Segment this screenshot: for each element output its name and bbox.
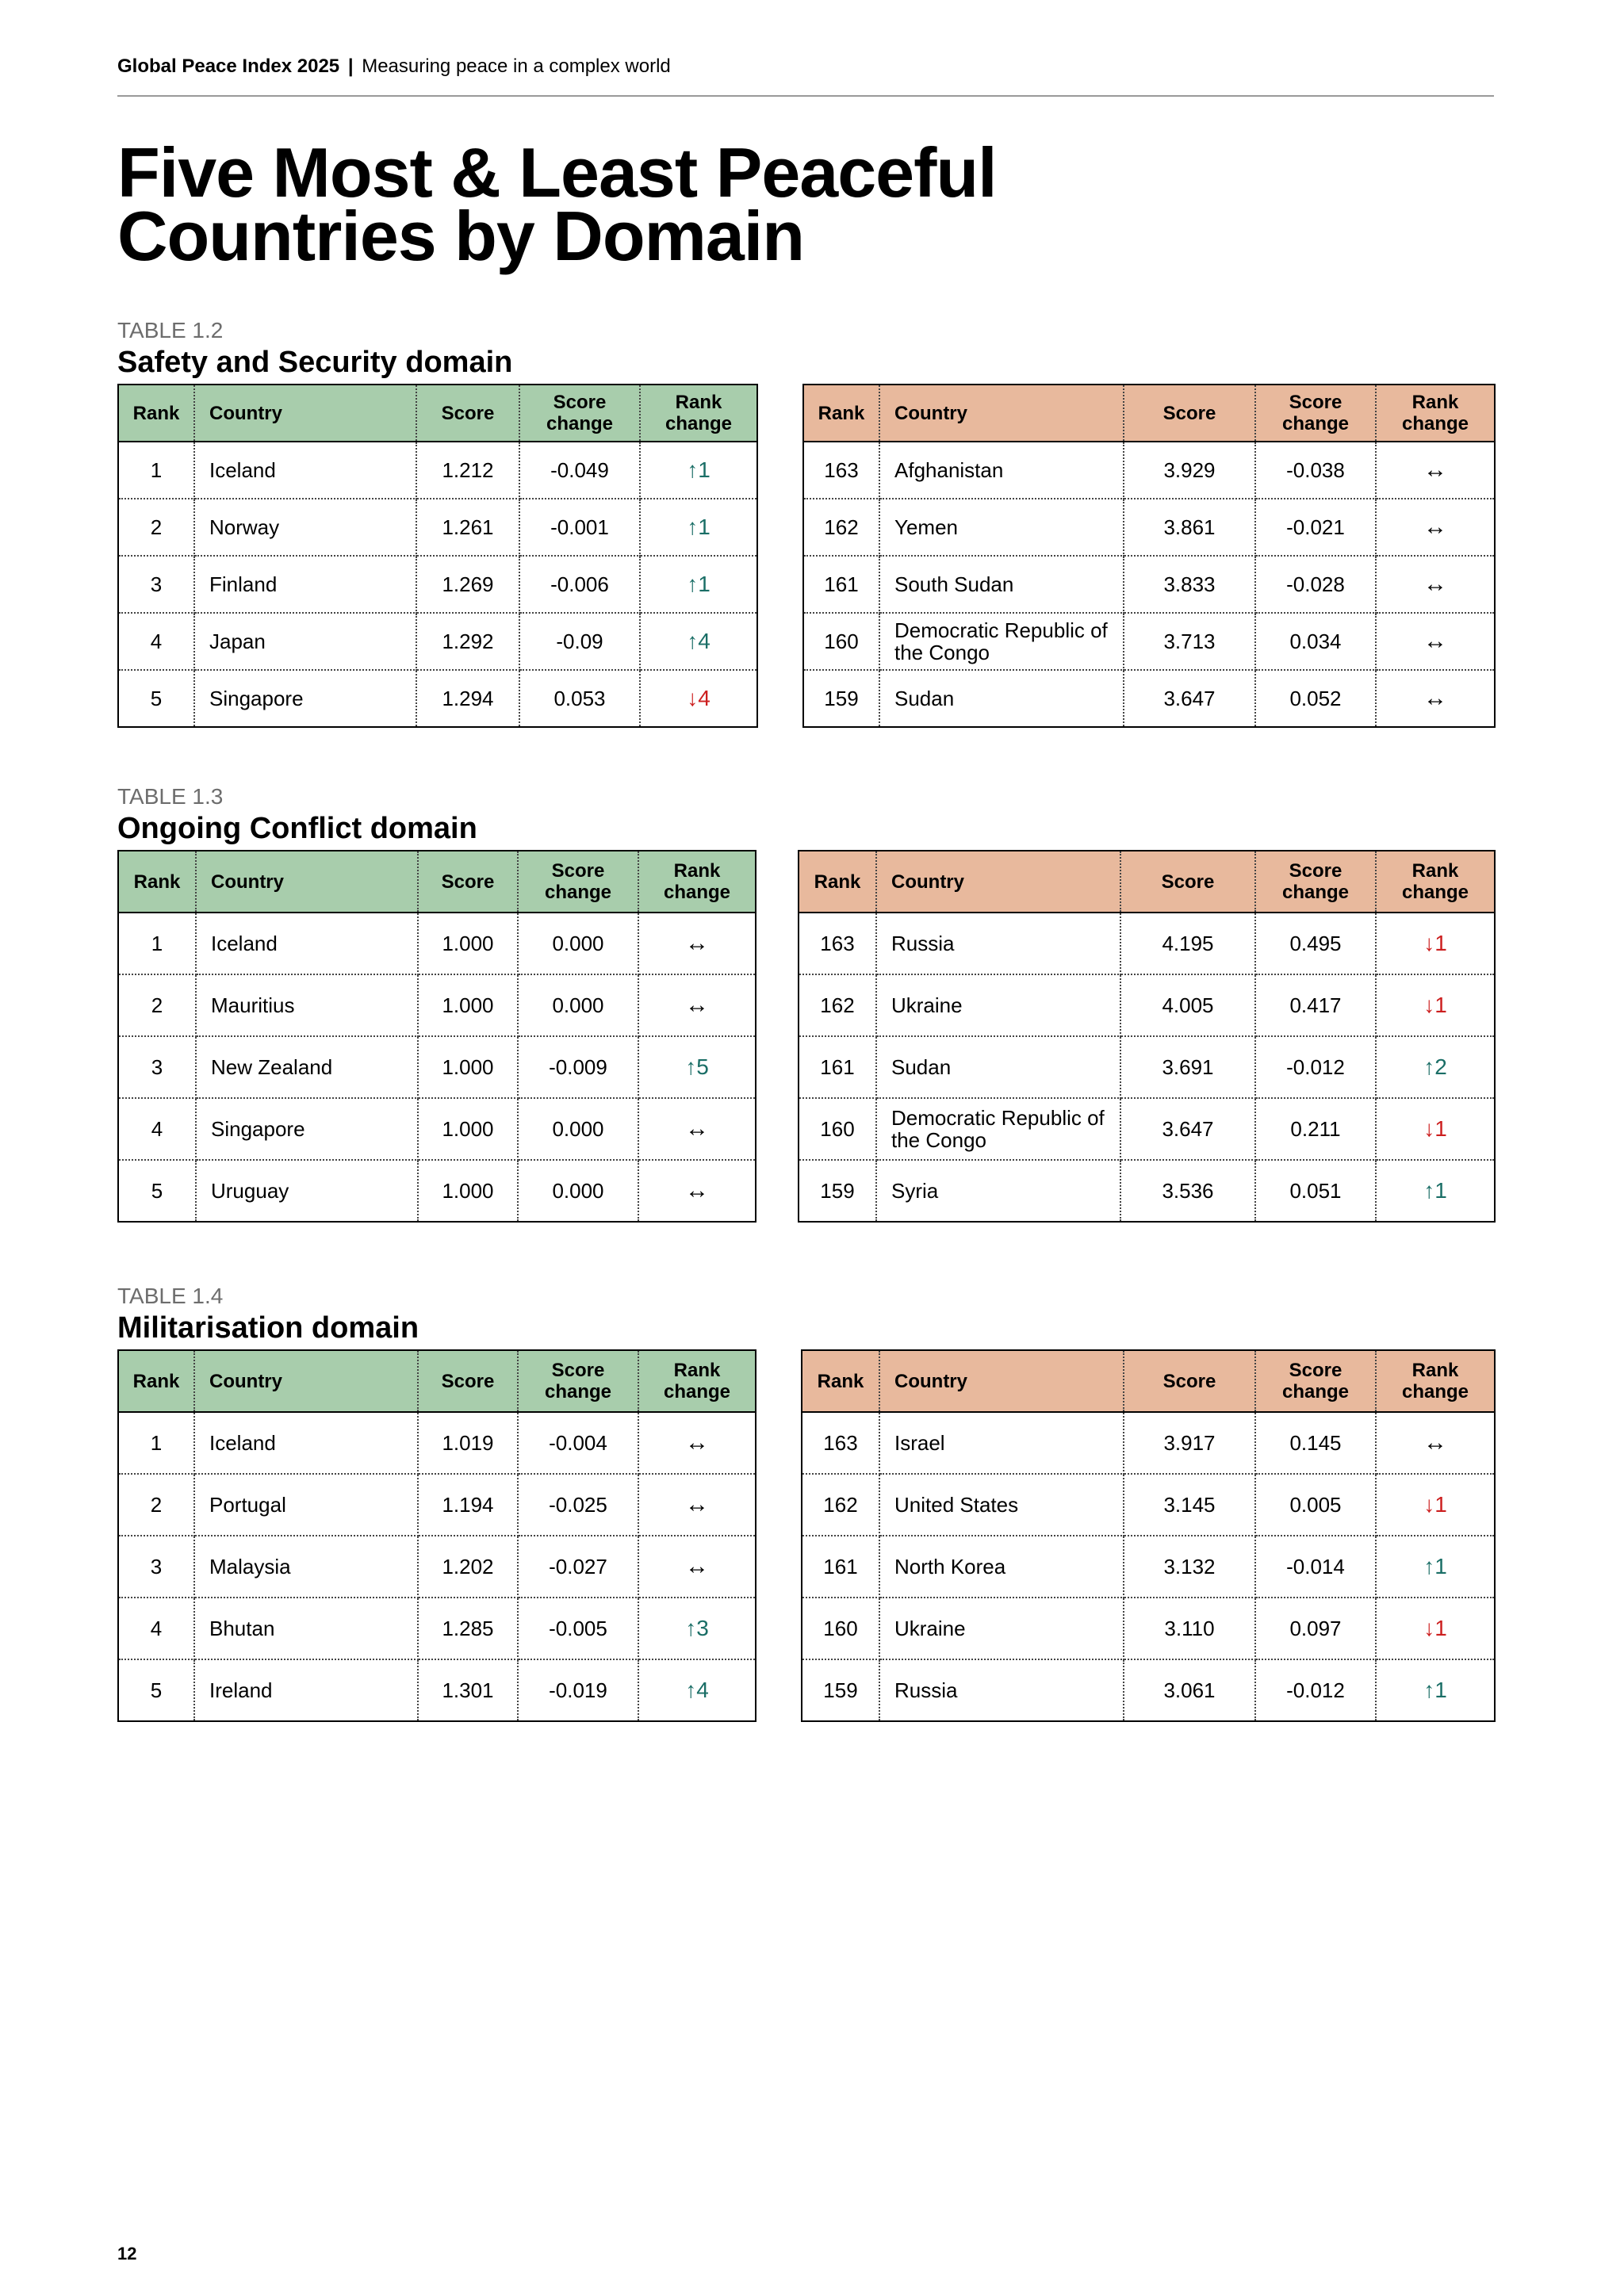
score-cell: 1.000 xyxy=(418,913,518,974)
rank-cell: 3 xyxy=(118,556,194,613)
country-cell: Norway xyxy=(194,499,416,556)
arrow-down-icon: ↓ xyxy=(1423,1616,1435,1640)
score-cell: 3.929 xyxy=(1124,442,1255,499)
score-change-cell: 0.000 xyxy=(518,913,638,974)
column-header-rank: Rank xyxy=(802,1350,879,1412)
column-header-rank-change: Rank change xyxy=(1376,385,1495,442)
arrow-down-icon: ↓ xyxy=(1423,993,1435,1017)
column-header-country: Country xyxy=(194,385,416,442)
country-cell: Syria xyxy=(876,1160,1120,1222)
column-header-country: Country xyxy=(196,851,418,913)
score-change-cell: 0.005 xyxy=(1255,1474,1376,1536)
arrow-left-right-icon: ↔ xyxy=(685,1177,709,1203)
score-change-cell: -0.021 xyxy=(1255,499,1376,556)
arrow-up-icon: ↑ xyxy=(685,1054,697,1079)
score-cell: 3.145 xyxy=(1124,1474,1255,1536)
country-cell: Iceland xyxy=(196,913,418,974)
header-separator: | xyxy=(347,55,354,77)
score-cell: 3.647 xyxy=(1124,670,1255,727)
table-row xyxy=(803,670,1495,727)
country-cell: New Zealand xyxy=(196,1036,418,1098)
rank-change-value: 1 xyxy=(698,515,710,539)
rank-cell: 159 xyxy=(803,670,879,727)
table-row xyxy=(799,1036,1495,1098)
score-change-cell: 0.000 xyxy=(518,1098,638,1160)
column-header-score-change: Score change xyxy=(1255,1350,1376,1412)
rank-change-cell xyxy=(1376,1412,1495,1474)
country-cell: Iceland xyxy=(194,442,416,499)
table-row xyxy=(802,1474,1495,1536)
table-row xyxy=(802,1536,1495,1598)
domain-section xyxy=(117,1283,1496,1722)
score-cell: 1.212 xyxy=(416,442,519,499)
arrow-up-icon: ↑ xyxy=(687,572,699,596)
rank-change-cell xyxy=(640,670,757,727)
score-change-cell: 0.051 xyxy=(1255,1160,1376,1222)
table-pair xyxy=(117,1349,1496,1722)
page-title xyxy=(117,133,997,275)
column-header-score: Score xyxy=(418,851,518,913)
column-header-rank-change: Rank change xyxy=(1376,1350,1495,1412)
rank-change-value: 5 xyxy=(696,1054,709,1079)
arrow-up-icon: ↑ xyxy=(685,1616,697,1640)
table-row xyxy=(118,1536,756,1598)
column-header-rank: Rank xyxy=(118,385,194,442)
column-header-country: Country xyxy=(876,851,1120,913)
country-cell: Portugal xyxy=(194,1474,418,1536)
arrow-down-icon: ↓ xyxy=(687,686,699,710)
table-row xyxy=(118,1412,756,1474)
rank-change-cell xyxy=(1376,1474,1495,1536)
rank-change-value: 1 xyxy=(1434,1178,1447,1203)
score-cell: 1.000 xyxy=(418,974,518,1036)
rank-change-value: 1 xyxy=(1434,993,1447,1017)
rank-change-value: 3 xyxy=(696,1616,709,1640)
rank-cell: 4 xyxy=(118,1098,196,1160)
table-row xyxy=(799,913,1495,974)
column-header-rank-change: Rank change xyxy=(638,1350,756,1412)
score-change-cell: -0.012 xyxy=(1255,1036,1376,1098)
country-cell: Sudan xyxy=(879,670,1124,727)
score-change-cell: -0.001 xyxy=(519,499,640,556)
country-cell: Malaysia xyxy=(194,1536,418,1598)
arrow-down-icon: ↓ xyxy=(1423,1492,1435,1517)
score-cell: 1.019 xyxy=(418,1412,518,1474)
column-header-rank-change: Rank change xyxy=(640,385,757,442)
table-header-row xyxy=(802,1350,1495,1412)
arrow-up-icon: ↑ xyxy=(1423,1554,1435,1578)
score-cell: 3.861 xyxy=(1124,499,1255,556)
rank-change-value: 4 xyxy=(696,1678,709,1702)
rank-change-cell xyxy=(1376,556,1495,613)
best-five-table xyxy=(117,1349,756,1722)
table-title: Ongoing Conflict domain xyxy=(117,812,477,845)
arrow-up-icon: ↑ xyxy=(687,515,699,539)
best-five-table xyxy=(117,850,756,1223)
table-row xyxy=(118,670,757,727)
table-row xyxy=(118,556,757,613)
score-cell: 1.000 xyxy=(418,1036,518,1098)
table-row xyxy=(118,1036,756,1098)
arrow-up-icon: ↑ xyxy=(1423,1054,1435,1079)
rank-change-cell xyxy=(1376,1098,1495,1160)
rank-cell: 5 xyxy=(118,670,194,727)
table-label: TABLE 1.4 xyxy=(117,1284,224,1308)
rank-change-cell xyxy=(1376,499,1495,556)
page-number: 12 xyxy=(117,2244,137,2263)
rank-cell: 159 xyxy=(799,1160,876,1222)
rank-change-value: 1 xyxy=(1434,1116,1447,1141)
table-header-row xyxy=(803,385,1495,442)
country-cell: Sudan xyxy=(876,1036,1120,1098)
rank-cell: 4 xyxy=(118,613,194,670)
table-row xyxy=(118,499,757,556)
score-change-cell: -0.014 xyxy=(1255,1536,1376,1598)
score-change-cell: 0.000 xyxy=(518,974,638,1036)
rank-change-cell xyxy=(1376,670,1495,727)
rank-cell: 163 xyxy=(799,913,876,974)
country-cell: Iceland xyxy=(194,1412,418,1474)
score-cell: 1.269 xyxy=(416,556,519,613)
arrow-left-right-icon: ↔ xyxy=(685,992,709,1018)
rank-change-cell xyxy=(638,1160,756,1222)
rank-cell: 1 xyxy=(118,913,196,974)
document-title: Global Peace Index 2025 xyxy=(117,55,340,77)
table-title: Safety and Security domain xyxy=(117,346,513,379)
score-change-cell: -0.025 xyxy=(518,1474,638,1536)
rank-cell: 2 xyxy=(118,499,194,556)
country-cell: Israel xyxy=(879,1412,1124,1474)
score-cell: 1.000 xyxy=(418,1160,518,1222)
score-change-cell: -0.019 xyxy=(518,1659,638,1721)
score-cell: 1.194 xyxy=(418,1474,518,1536)
score-cell: 1.000 xyxy=(418,1098,518,1160)
score-change-cell: -0.012 xyxy=(1255,1659,1376,1721)
arrow-left-right-icon: ↔ xyxy=(685,1491,709,1517)
rank-change-cell xyxy=(1376,974,1495,1036)
table-header-row xyxy=(118,385,757,442)
score-change-cell: -0.049 xyxy=(519,442,640,499)
score-cell: 1.285 xyxy=(418,1598,518,1659)
country-cell: Mauritius xyxy=(196,974,418,1036)
column-header-rank-change: Rank change xyxy=(1376,851,1495,913)
score-cell: 3.536 xyxy=(1120,1160,1255,1222)
country-cell: Russia xyxy=(876,913,1120,974)
rank-cell: 5 xyxy=(118,1659,194,1721)
country-cell: North Korea xyxy=(879,1536,1124,1598)
rank-cell: 1 xyxy=(118,442,194,499)
table-row xyxy=(802,1598,1495,1659)
rank-change-value: 1 xyxy=(1434,931,1447,955)
rank-cell: 161 xyxy=(803,556,879,613)
rank-cell: 162 xyxy=(802,1474,879,1536)
table-row xyxy=(118,913,756,974)
column-header-rank: Rank xyxy=(118,1350,194,1412)
rank-change-value: 1 xyxy=(1434,1616,1447,1640)
column-header-score-change: Score change xyxy=(518,851,638,913)
rank-cell: 2 xyxy=(118,1474,194,1536)
column-header-score-change: Score change xyxy=(518,1350,638,1412)
country-cell: Bhutan xyxy=(194,1598,418,1659)
arrow-up-icon: ↑ xyxy=(687,629,699,653)
column-header-score: Score xyxy=(416,385,519,442)
domain-section xyxy=(117,317,1496,728)
score-cell: 3.132 xyxy=(1124,1536,1255,1598)
country-cell: Uruguay xyxy=(196,1160,418,1222)
rank-change-cell xyxy=(638,913,756,974)
rank-cell: 159 xyxy=(802,1659,879,1721)
score-change-cell: -0.006 xyxy=(519,556,640,613)
country-cell: Democratic Republic of the Congo xyxy=(876,1098,1120,1160)
page-title-line-2: Countries by Domain xyxy=(117,197,804,275)
column-header-rank: Rank xyxy=(118,851,196,913)
score-cell: 3.917 xyxy=(1124,1412,1255,1474)
worst-five-table xyxy=(801,1349,1496,1722)
score-change-cell: 0.052 xyxy=(1255,670,1376,727)
score-change-cell: -0.009 xyxy=(518,1036,638,1098)
column-header-country: Country xyxy=(194,1350,418,1412)
rank-cell: 163 xyxy=(803,442,879,499)
rank-cell: 163 xyxy=(802,1412,879,1474)
country-cell: Russia xyxy=(879,1659,1124,1721)
domain-section xyxy=(117,783,1496,1223)
score-cell: 1.301 xyxy=(418,1659,518,1721)
score-change-cell: -0.09 xyxy=(519,613,640,670)
country-cell: United States xyxy=(879,1474,1124,1536)
score-change-cell: -0.038 xyxy=(1255,442,1376,499)
rank-change-cell xyxy=(640,442,757,499)
score-cell: 4.195 xyxy=(1120,913,1255,974)
rank-cell: 3 xyxy=(118,1536,194,1598)
table-pair xyxy=(117,850,1496,1223)
column-header-score: Score xyxy=(1120,851,1255,913)
arrow-left-right-icon: ↔ xyxy=(1423,628,1447,654)
rank-change-value: 4 xyxy=(698,686,710,710)
rank-cell: 161 xyxy=(802,1536,879,1598)
best-five-table xyxy=(117,384,758,728)
table-row xyxy=(803,442,1495,499)
rank-change-cell xyxy=(638,1659,756,1721)
table-header-row xyxy=(118,1350,756,1412)
table-row xyxy=(118,974,756,1036)
table-title: Militarisation domain xyxy=(117,1311,419,1345)
rank-change-cell xyxy=(1376,913,1495,974)
arrow-left-right-icon: ↔ xyxy=(685,1429,709,1456)
table-row xyxy=(803,499,1495,556)
rank-change-cell xyxy=(1376,1659,1495,1721)
rank-cell: 2 xyxy=(118,974,196,1036)
table-row xyxy=(118,442,757,499)
country-cell: Democratic Republic of the Congo xyxy=(879,613,1124,670)
score-cell: 3.647 xyxy=(1120,1098,1255,1160)
document-subtitle: Measuring peace in a complex world xyxy=(362,55,671,77)
country-cell: Finland xyxy=(194,556,416,613)
column-header-rank: Rank xyxy=(799,851,876,913)
arrow-left-right-icon: ↔ xyxy=(1423,514,1447,540)
score-cell: 3.110 xyxy=(1124,1598,1255,1659)
table-row xyxy=(118,1659,756,1721)
score-change-cell: 0.211 xyxy=(1255,1098,1376,1160)
score-cell: 1.261 xyxy=(416,499,519,556)
arrow-down-icon: ↓ xyxy=(1423,931,1435,955)
table-row xyxy=(799,1098,1495,1160)
rank-cell: 4 xyxy=(118,1598,194,1659)
country-cell: Ukraine xyxy=(876,974,1120,1036)
rank-change-value: 1 xyxy=(1434,1554,1447,1578)
column-header-score: Score xyxy=(1124,385,1255,442)
table-header-row xyxy=(799,851,1495,913)
rank-cell: 160 xyxy=(803,613,879,670)
column-header-rank: Rank xyxy=(803,385,879,442)
rank-cell: 162 xyxy=(799,974,876,1036)
column-header-score-change: Score change xyxy=(519,385,640,442)
score-cell: 4.005 xyxy=(1120,974,1255,1036)
arrow-down-icon: ↓ xyxy=(1423,1116,1435,1141)
rank-change-cell xyxy=(638,1098,756,1160)
score-change-cell: 0.000 xyxy=(518,1160,638,1222)
country-cell: Singapore xyxy=(196,1098,418,1160)
table-label: TABLE 1.2 xyxy=(117,318,224,342)
score-change-cell: -0.004 xyxy=(518,1412,638,1474)
rank-change-cell xyxy=(640,556,757,613)
score-change-cell: 0.034 xyxy=(1255,613,1376,670)
score-cell: 3.713 xyxy=(1124,613,1255,670)
column-header-score-change: Score change xyxy=(1255,385,1376,442)
rank-change-cell xyxy=(638,1036,756,1098)
table-row xyxy=(799,974,1495,1036)
arrow-left-right-icon: ↔ xyxy=(1423,685,1447,711)
country-cell: Singapore xyxy=(194,670,416,727)
page-title-line-1: Five Most & Least Peaceful xyxy=(117,133,997,212)
rank-change-value: 1 xyxy=(698,572,710,596)
arrow-up-icon: ↑ xyxy=(1423,1678,1435,1702)
rank-cell: 160 xyxy=(802,1598,879,1659)
rank-change-cell xyxy=(638,1474,756,1536)
column-header-score: Score xyxy=(418,1350,518,1412)
table-pair xyxy=(117,384,1496,728)
worst-five-table xyxy=(798,850,1496,1223)
table-header-row xyxy=(118,851,756,913)
column-header-rank-change: Rank change xyxy=(638,851,756,913)
score-change-cell: -0.028 xyxy=(1255,556,1376,613)
rank-change-value: 1 xyxy=(1434,1492,1447,1517)
rank-change-cell xyxy=(638,974,756,1036)
arrow-left-right-icon: ↔ xyxy=(685,930,709,956)
rank-cell: 1 xyxy=(118,1412,194,1474)
country-cell: Japan xyxy=(194,613,416,670)
table-label: TABLE 1.3 xyxy=(117,784,224,809)
score-cell: 1.292 xyxy=(416,613,519,670)
rank-change-cell xyxy=(638,1598,756,1659)
rank-change-value: 2 xyxy=(1434,1054,1447,1079)
score-change-cell: -0.027 xyxy=(518,1536,638,1598)
score-change-cell: 0.053 xyxy=(519,670,640,727)
table-row xyxy=(118,1598,756,1659)
table-row xyxy=(802,1659,1495,1721)
arrow-left-right-icon: ↔ xyxy=(1423,571,1447,597)
score-change-cell: 0.495 xyxy=(1255,913,1376,974)
score-cell: 1.294 xyxy=(416,670,519,727)
score-cell: 3.833 xyxy=(1124,556,1255,613)
rank-cell: 162 xyxy=(803,499,879,556)
arrow-left-right-icon: ↔ xyxy=(685,1115,709,1142)
rank-change-cell xyxy=(640,613,757,670)
score-cell: 1.202 xyxy=(418,1536,518,1598)
arrow-left-right-icon: ↔ xyxy=(685,1553,709,1579)
score-change-cell: -0.005 xyxy=(518,1598,638,1659)
rank-cell: 160 xyxy=(799,1098,876,1160)
rank-change-value: 1 xyxy=(1434,1678,1447,1702)
rank-change-cell xyxy=(1376,1160,1495,1222)
column-header-score-change: Score change xyxy=(1255,851,1376,913)
table-row xyxy=(799,1160,1495,1222)
rank-change-cell xyxy=(640,499,757,556)
table-row xyxy=(118,1160,756,1222)
rank-cell: 5 xyxy=(118,1160,196,1222)
table-row xyxy=(803,556,1495,613)
score-change-cell: 0.145 xyxy=(1255,1412,1376,1474)
rank-change-cell xyxy=(1376,1598,1495,1659)
rank-change-cell xyxy=(1376,1536,1495,1598)
score-cell: 3.061 xyxy=(1124,1659,1255,1721)
table-row xyxy=(118,1474,756,1536)
rank-change-cell xyxy=(1376,442,1495,499)
rank-change-value: 4 xyxy=(698,629,710,653)
country-cell: Afghanistan xyxy=(879,442,1124,499)
column-header-score: Score xyxy=(1124,1350,1255,1412)
column-header-country: Country xyxy=(879,385,1124,442)
worst-five-table xyxy=(802,384,1496,728)
rank-change-cell xyxy=(1376,613,1495,670)
running-header xyxy=(117,55,1494,97)
arrow-left-right-icon: ↔ xyxy=(1423,1429,1447,1456)
country-cell: Ireland xyxy=(194,1659,418,1721)
country-cell: Ukraine xyxy=(879,1598,1124,1659)
rank-change-cell xyxy=(638,1536,756,1598)
rank-cell: 3 xyxy=(118,1036,196,1098)
table-row xyxy=(118,1098,756,1160)
arrow-up-icon: ↑ xyxy=(687,457,699,482)
arrow-up-icon: ↑ xyxy=(685,1678,697,1702)
country-cell: Yemen xyxy=(879,499,1124,556)
country-cell: South Sudan xyxy=(879,556,1124,613)
table-row xyxy=(118,613,757,670)
score-cell: 3.691 xyxy=(1120,1036,1255,1098)
arrow-up-icon: ↑ xyxy=(1423,1178,1435,1203)
rank-cell: 161 xyxy=(799,1036,876,1098)
rank-change-value: 1 xyxy=(698,457,710,482)
score-change-cell: 0.097 xyxy=(1255,1598,1376,1659)
table-row xyxy=(803,613,1495,670)
rank-change-cell xyxy=(1376,1036,1495,1098)
column-header-country: Country xyxy=(879,1350,1124,1412)
rank-change-cell xyxy=(638,1412,756,1474)
table-row xyxy=(802,1412,1495,1474)
arrow-left-right-icon: ↔ xyxy=(1423,457,1447,483)
score-change-cell: 0.417 xyxy=(1255,974,1376,1036)
